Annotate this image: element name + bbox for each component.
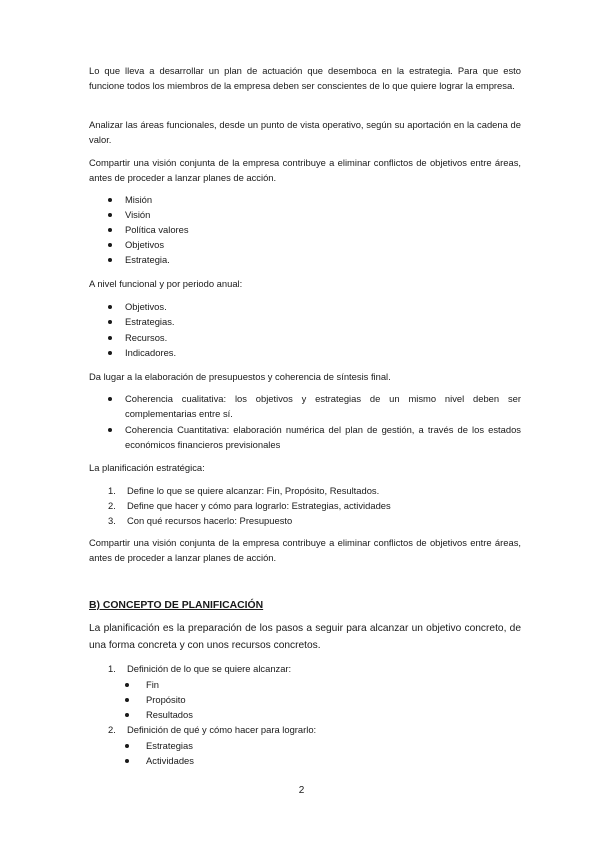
bullet-icon bbox=[108, 213, 112, 217]
section-heading: B) CONCEPTO DE PLANIFICACIÓN bbox=[89, 600, 264, 611]
sub-list-item: Estrategias bbox=[125, 738, 193, 753]
sub-list-item: Actividades bbox=[125, 753, 194, 768]
sub-list-item: Resultados bbox=[125, 707, 193, 722]
paragraph-intro: Lo que lleva a desarrollar un plan de actuación que desemboca en la estrategia. Para que esto funcione todos los miembros de la empresa deben ser conscientes de lo que quiere lograr la empresa. bbox=[89, 65, 521, 92]
numbered-item: 2. Definición de qué y cómo hacer para lograrlo: bbox=[108, 724, 317, 735]
bullet-icon bbox=[125, 759, 129, 763]
sub-list-item: Propósito bbox=[125, 692, 186, 707]
numbered-item: 3. Con qué recursos hacerlo: Presupuesto bbox=[108, 515, 293, 526]
bullet-icon bbox=[125, 744, 129, 748]
list-item: Estrategias. bbox=[108, 314, 175, 329]
paragraph-shared-vision: Compartir una visión conjunta de la empresa contribuye a eliminar conflictos de objetivos entre áreas, antes de proceder a lanzar planes de acción. bbox=[89, 157, 521, 184]
list-item: Objetivos. bbox=[108, 299, 167, 314]
paragraph-strategic-intro: La planificación estratégica: bbox=[89, 462, 205, 473]
list-item: Coherencia Cuantitativa: elaboración numérica del plan de gestión, a través de los estados económicos financieros previsionales bbox=[108, 422, 521, 453]
bullet-icon bbox=[125, 683, 129, 687]
list-item: Política valores bbox=[108, 222, 189, 237]
paragraph-closing: Compartir una visión conjunta de la empresa contribuye a eliminar conflictos de objetivos entre áreas, antes de proceder a lanzar planes de acción. bbox=[89, 537, 521, 564]
bullet-icon bbox=[108, 258, 112, 262]
list-item: Visión bbox=[108, 207, 150, 222]
list-item: Recursos. bbox=[108, 330, 167, 345]
page-number: 2 bbox=[298, 785, 305, 796]
numbered-item: 1. Definición de lo que se quiere alcanzar: bbox=[108, 663, 292, 674]
paragraph-budget-intro: Da lugar a la elaboración de presupuestos y coherencia de síntesis final. bbox=[89, 371, 391, 382]
bullet-icon bbox=[108, 320, 112, 324]
bullet-icon bbox=[108, 336, 112, 340]
bullet-icon bbox=[125, 698, 129, 702]
bullet-icon bbox=[108, 397, 112, 401]
list-item: Estrategia. bbox=[108, 252, 170, 267]
bullet-icon bbox=[125, 713, 129, 717]
list-item: Objetivos bbox=[108, 237, 164, 252]
bullet-icon bbox=[108, 243, 112, 247]
sub-list-item: Fin bbox=[125, 677, 159, 692]
numbered-item: 2. Define que hacer y cómo para lograrlo: Estrategias, actividades bbox=[108, 500, 391, 511]
list-item: Misión bbox=[108, 192, 152, 207]
list-item: Coherencia cualitativa: los objetivos y estrategias de un mismo nivel deben ser complementarias entre sí. bbox=[108, 391, 521, 422]
bullet-icon bbox=[108, 428, 112, 432]
paragraph-section: La planificación es la preparación de los pasos a seguir para alcanzar un objetivo concreto, de una forma concreta y con unos recursos concretos. bbox=[89, 623, 521, 651]
bullet-icon bbox=[108, 228, 112, 232]
bullet-icon bbox=[108, 351, 112, 355]
bullet-icon bbox=[108, 198, 112, 202]
bullet-icon bbox=[108, 305, 112, 309]
paragraph-functional-intro: A nivel funcional y por periodo anual: bbox=[89, 278, 243, 289]
list-item: Indicadores. bbox=[108, 345, 176, 360]
paragraph-functional-areas: Analizar las áreas funcionales, desde un punto de vista operativo, según su aportación en la cadena de valor. bbox=[89, 119, 521, 146]
numbered-item: 1. Define lo que se quiere alcanzar: Fin, Propósito, Resultados. bbox=[108, 485, 380, 496]
